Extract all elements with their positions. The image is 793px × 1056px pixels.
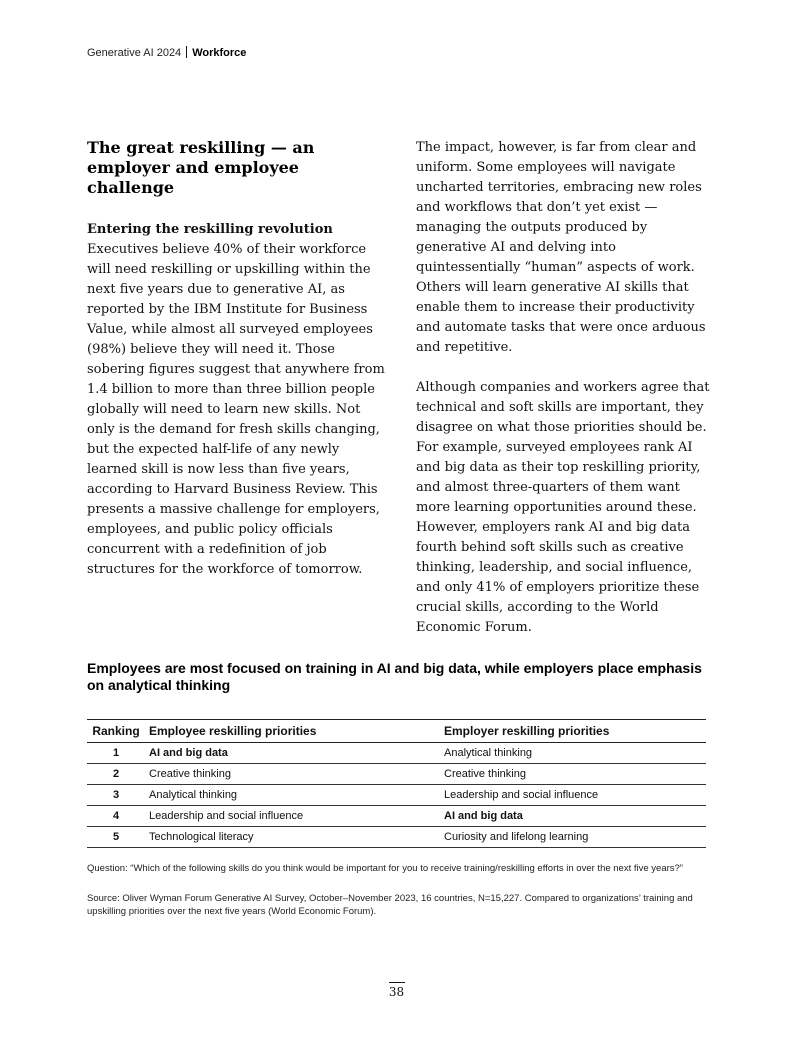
header-employee-priorities: Employee reskilling priorities <box>145 720 440 743</box>
employer-priority-cell: Curiosity and lifelong learning <box>440 827 706 848</box>
article-subhead: Entering the reskilling revolution <box>87 222 333 237</box>
employee-priority-cell: AI and big data <box>145 743 440 764</box>
table-row <box>87 743 706 764</box>
page-number-rule <box>389 982 405 983</box>
header-employer-priorities: Employer reskilling priorities <box>440 720 706 743</box>
table-title: Employees are most focused on training in AI and big data, while employers place emphasis on analytical thinking <box>87 660 702 693</box>
table-row <box>87 827 706 848</box>
employer-priority-cell: Creative thinking <box>440 764 706 785</box>
right-paragraph-2: Although companies and workers agree that technical and soft skills are important, they disagree on what those priorities should be. For example, surveyed employees rank AI and big data as their top reskilling priority, and almost three-quarters of them want more learning opportunities around these. However, employers rank AI and big data fourth behind soft skills such as creative thinking, leadership, and social influence, and only 41% of employers prioritize these crucial skills, according to the World Economic Forum. <box>416 380 710 635</box>
employer-priority-cell: Leadership and social influence <box>440 785 706 806</box>
page-number <box>0 982 793 999</box>
employee-priority-cell: Technological literacy <box>145 827 440 848</box>
rank-cell: 3 <box>87 785 145 806</box>
employee-priority-cell: Leadership and social influence <box>145 806 440 827</box>
table-header-row <box>87 720 706 743</box>
page-number-text: 38 <box>388 985 405 999</box>
reskilling-priorities-table <box>87 719 706 848</box>
running-header <box>87 46 246 59</box>
employer-priority-cell: Analytical thinking <box>440 743 706 764</box>
rank-cell: 5 <box>87 827 145 848</box>
right-paragraph-1: The impact, however, is far from clear and uniform. Some employees will navigate uncharted territories, embracing new roles and workflows that don’t yet exist — managing the outputs produced by generative AI and delving into quintessentially “human” aspects of work. Others will learn generative AI skills that enable them to increase their productivity and automate tasks that were once arduous and repetitive. <box>416 140 706 355</box>
table-row <box>87 785 706 806</box>
header-ranking: Ranking <box>87 720 145 743</box>
table-row <box>87 806 706 827</box>
rank-cell: 4 <box>87 806 145 827</box>
header-divider <box>186 46 187 58</box>
employee-priority-cell: Creative thinking <box>145 764 440 785</box>
rank-cell: 1 <box>87 743 145 764</box>
header-section-title: Workforce <box>192 47 247 59</box>
header-doc-title: Generative AI 2024 <box>87 47 182 59</box>
source-note: Source: Oliver Wyman Forum Generative AI Survey, October–November 2023, 16 countries, N=15,227. Compared to organizations’ training and upskilling priorities over the next five years (World Economic Forum). <box>87 893 693 917</box>
left-body-paragraph: Executives believe 40% of their workforce will need reskilling or upskilling within the next five years due to generative AI, as reported by the IBM Institute for Business Value, while almost all surveyed employees (98%) believe they will need it. Those sobering figures suggest that anywhere from 1.4 billion to more than three billion people globally will need to learn new skills. Not only is the demand for fresh skills changing, but the expected half-life of any newly learned skill is now less than five years, according to Harvard Business Review. This presents a massive challenge for employers, employees, and public policy officials concurrent with a redefinition of job structures for the workforce of tomorrow. <box>87 242 385 577</box>
survey-question-note: Question: “Which of the following skills do you think would be important for you to receive training/reskilling efforts in over the next five years?” <box>87 863 683 874</box>
employee-priority-cell: Analytical thinking <box>145 785 440 806</box>
table-row <box>87 764 706 785</box>
employer-priority-cell: AI and big data <box>440 806 706 827</box>
left-column <box>87 138 387 580</box>
rank-cell: 2 <box>87 764 145 785</box>
right-column <box>416 138 716 638</box>
article-title: The great reskilling — an employer and employee challenge <box>87 138 315 197</box>
